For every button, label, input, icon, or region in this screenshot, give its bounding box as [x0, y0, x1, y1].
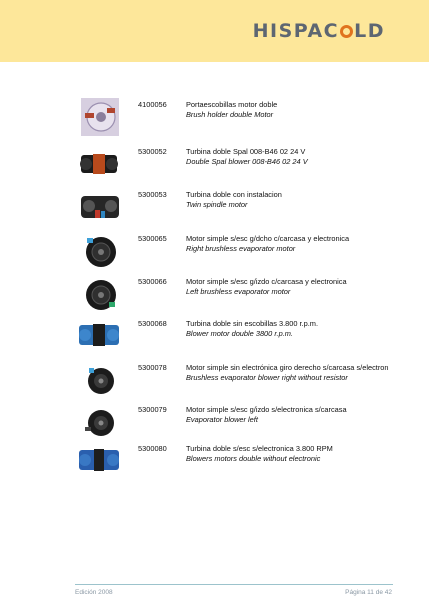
- footer-edition: Edición 2008: [75, 589, 113, 596]
- product-row: [75, 356, 395, 404]
- product-description-en: Twin spindle motor: [186, 200, 248, 209]
- left-evaporator-motor-icon: [75, 273, 123, 313]
- product-row: [75, 93, 395, 141]
- brush-holder-icon: [75, 96, 123, 136]
- brand-suffix: LD: [354, 20, 385, 42]
- right-evaporator-motor-icon: [75, 230, 123, 270]
- product-code: 5300052: [138, 147, 167, 156]
- product-code: 5300066: [138, 277, 167, 286]
- product-row: [75, 227, 395, 275]
- product-description-es: Turbina doble sin escobillas 3.800 r.p.m.: [186, 319, 319, 328]
- product-description-en: Brushless evaporator blower right without resistor: [186, 373, 348, 382]
- product-description-es: Motor simple sin electrónica giro derecho s/carcasa s/electron: [186, 363, 389, 372]
- blower-motor-double-icon: [75, 315, 123, 355]
- evaporator-blower-left-icon: [75, 401, 123, 441]
- product-description-es: Portaescobillas motor doble: [186, 100, 278, 109]
- footer-page-number: Página 11 de 42: [345, 589, 392, 596]
- product-code: 4100056: [138, 100, 167, 109]
- double-blower-icon: [75, 143, 123, 183]
- logo-ring-icon: [340, 25, 353, 38]
- product-description-en: Blowers motors double without electronic: [186, 454, 321, 463]
- product-description-es: Turbina doble Spal 008-B46 02 24 V: [186, 147, 306, 156]
- product-code: 5300079: [138, 405, 167, 414]
- product-code: 5300053: [138, 190, 167, 199]
- product-description-en: Evaporator blower left: [186, 415, 258, 424]
- product-description-en: Left brushless evaporator motor: [186, 287, 291, 296]
- twin-spindle-motor-icon: [75, 186, 123, 226]
- product-code: 5300080: [138, 444, 167, 453]
- product-description-es: Turbina doble con instalacion: [186, 190, 282, 199]
- blowers-motors-double-icon: [75, 440, 123, 480]
- product-row: [75, 183, 395, 231]
- product-row: [75, 140, 395, 188]
- product-description-en: Brush holder double Motor: [186, 110, 274, 119]
- evaporator-blower-right-icon: [75, 359, 123, 399]
- product-description-es: Turbina doble s/esc s/electronica 3.800 RPM: [186, 444, 333, 453]
- brand-prefix: HISPAC: [252, 20, 340, 42]
- footer-divider: [75, 584, 393, 585]
- product-description-es: Motor simple s/esc g/izdo c/carcasa y electronica: [186, 277, 347, 286]
- product-description-en: Right brushless evaporator motor: [186, 244, 296, 253]
- product-description-es: Motor simple s/esc g/izdo s/electronica s/carcasa: [186, 405, 347, 414]
- product-code: 5300068: [138, 319, 167, 328]
- product-code: 5300065: [138, 234, 167, 243]
- product-row: [75, 437, 395, 485]
- product-description-en: Double Spal blower 008-B46 02 24 V: [186, 157, 308, 166]
- brand-logo: [253, 20, 385, 42]
- product-row: [75, 312, 395, 360]
- product-description-en: Blower motor double 3800 r.p.m.: [186, 329, 293, 338]
- product-code: 5300078: [138, 363, 167, 372]
- product-row: [75, 270, 395, 318]
- product-description-es: Motor simple s/esc g/dcho c/carcasa y electronica: [186, 234, 350, 243]
